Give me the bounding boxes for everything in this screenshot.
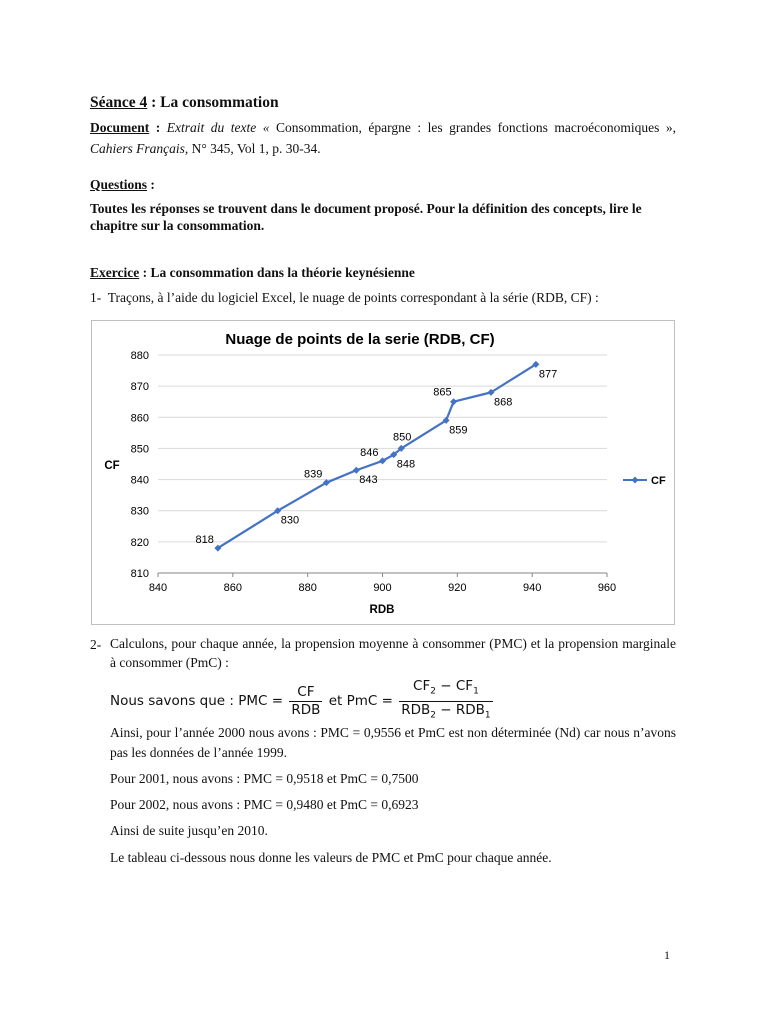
- den-rdb1-sub: 1: [484, 710, 491, 721]
- data-label: 868: [494, 396, 513, 409]
- y-tick-label: 850: [130, 443, 149, 456]
- document-source: Cahiers Français,: [90, 141, 189, 156]
- data-label: 839: [304, 468, 323, 481]
- y-tick-label: 830: [130, 505, 149, 518]
- questions-heading: [90, 174, 676, 195]
- body-paragraph-3: Pour 2002, nous avons : PMC = 0,9480 et PmC = 0,6923: [110, 797, 419, 812]
- x-tick-label: 900: [373, 582, 392, 594]
- legend-marker: [632, 477, 639, 484]
- y-tick-label: 870: [130, 381, 149, 394]
- num-cf1: − CF: [435, 678, 474, 694]
- session-label: Séance 4: [90, 94, 148, 111]
- exercise-title: : La consommation dans la théorie keynésienne: [139, 265, 415, 280]
- data-point-marker: [450, 398, 457, 405]
- document-extract: Extrait du texte «: [166, 120, 270, 135]
- document-sep: :: [149, 120, 167, 135]
- document-reference: [90, 117, 676, 159]
- num-cf2-sub: 2: [430, 686, 436, 697]
- questions-instructions: Toutes les réponses se trouvent dans le document proposé. Pour la définition des concepts, lire le chapitre sur la consommation.: [90, 201, 642, 233]
- formula-intro: Nous savons que : PMC =: [110, 693, 288, 710]
- den-rdb1: − RDB: [435, 701, 485, 718]
- data-label: 818: [195, 534, 214, 547]
- scatter-chart: [91, 320, 675, 625]
- body-paragraph-1: Ainsi, pour l’année 2000 nous avons : PMC = 0,9556 et PmC est non déterminée (Nd) car nous n’avons pas les données de l’année 1999.: [110, 725, 676, 760]
- legend-label: CF: [651, 475, 666, 487]
- pmc-numerator: CF: [289, 684, 322, 702]
- data-label: 859: [449, 424, 468, 437]
- document-quoted-title: Consommation, épargne : les grandes fonctions macroéconomiques: [269, 120, 666, 135]
- chart-title: Nuage de points de la serie (RDB, CF): [225, 331, 495, 348]
- data-label: 877: [538, 368, 558, 381]
- exercise-heading: [90, 262, 676, 283]
- document-comma: ,: [672, 120, 676, 135]
- question-1-number: 1-: [90, 290, 102, 305]
- num-cf1-sub: 1: [473, 686, 479, 697]
- question-2-text: Calculons, pour chaque année, la propension moyenne à consommer (PMC) et la propension marginale à consommer (PmC) :: [110, 636, 676, 670]
- question-2-number: 2-: [90, 637, 102, 652]
- y-tick-label: 880: [130, 350, 149, 362]
- formula-mid: et PmC =: [324, 693, 398, 710]
- body-paragraph-5: Le tableau ci-dessous nous donne les valeurs de PMC et PmC pour chaque année.: [110, 850, 552, 865]
- x-axis: [149, 573, 616, 594]
- x-tick-label: 860: [223, 582, 243, 594]
- chart-canvas: [92, 321, 674, 624]
- session-title: : La consommation: [147, 94, 279, 111]
- x-tick-label: 960: [597, 582, 617, 594]
- data-label: 865: [433, 386, 452, 399]
- document-label: Document: [90, 120, 150, 135]
- body-paragraph-4: Ainsi de suite jusqu’en 2010.: [110, 823, 268, 838]
- data-label: 830: [280, 514, 300, 527]
- den-rdb2: RDB: [401, 701, 431, 718]
- data-label: 850: [393, 431, 412, 444]
- chart-series: [196, 361, 558, 552]
- pmc-marginal-numerator: [399, 678, 492, 702]
- pmc-marginal-denominator: [399, 702, 492, 725]
- y-tick-label: 820: [130, 536, 149, 549]
- formula-line: [110, 678, 676, 724]
- data-label: 843: [359, 474, 378, 487]
- x-tick-label: 940: [522, 582, 542, 594]
- document-ref: N° 345, Vol 1, p. 30-34.: [188, 141, 321, 156]
- y-tick-label: 860: [130, 412, 149, 425]
- y-tick-label: 810: [130, 568, 149, 580]
- exercise-label: Exercice: [90, 265, 140, 280]
- page-title: [90, 92, 676, 113]
- x-tick-label: 880: [298, 582, 317, 594]
- body-paragraph-2: Pour 2001, nous avons : PMC = 0,9518 et PmC = 0,7500: [110, 771, 419, 786]
- data-label: 846: [360, 446, 379, 459]
- pmc-marginal-fraction: [399, 678, 492, 724]
- x-tick-label: 920: [448, 582, 467, 594]
- question-1: [90, 287, 676, 308]
- pmc-fraction: [289, 684, 322, 719]
- questions-suffix: :: [147, 177, 155, 192]
- x-tick-label: 840: [148, 582, 168, 594]
- data-point-marker: [353, 467, 360, 474]
- pmc-denominator: RDB: [291, 701, 321, 718]
- page-number: 1: [664, 948, 670, 962]
- x-axis-label: RDB: [369, 604, 395, 616]
- document-quote-close: »: [665, 120, 673, 135]
- y-axis-label: CF: [104, 460, 120, 472]
- data-label: 848: [396, 458, 416, 471]
- question-2: [90, 634, 676, 672]
- question-1-text: Traçons, à l’aide du logiciel Excel, le nuage de points correspondant à la série (RDB, CF) :: [107, 290, 599, 305]
- den-rdb2-sub: 2: [430, 710, 436, 721]
- questions-label: Questions: [90, 177, 148, 192]
- chart-legend: [623, 475, 666, 487]
- num-cf2: CF: [413, 678, 431, 694]
- y-tick-label: 840: [130, 474, 149, 487]
